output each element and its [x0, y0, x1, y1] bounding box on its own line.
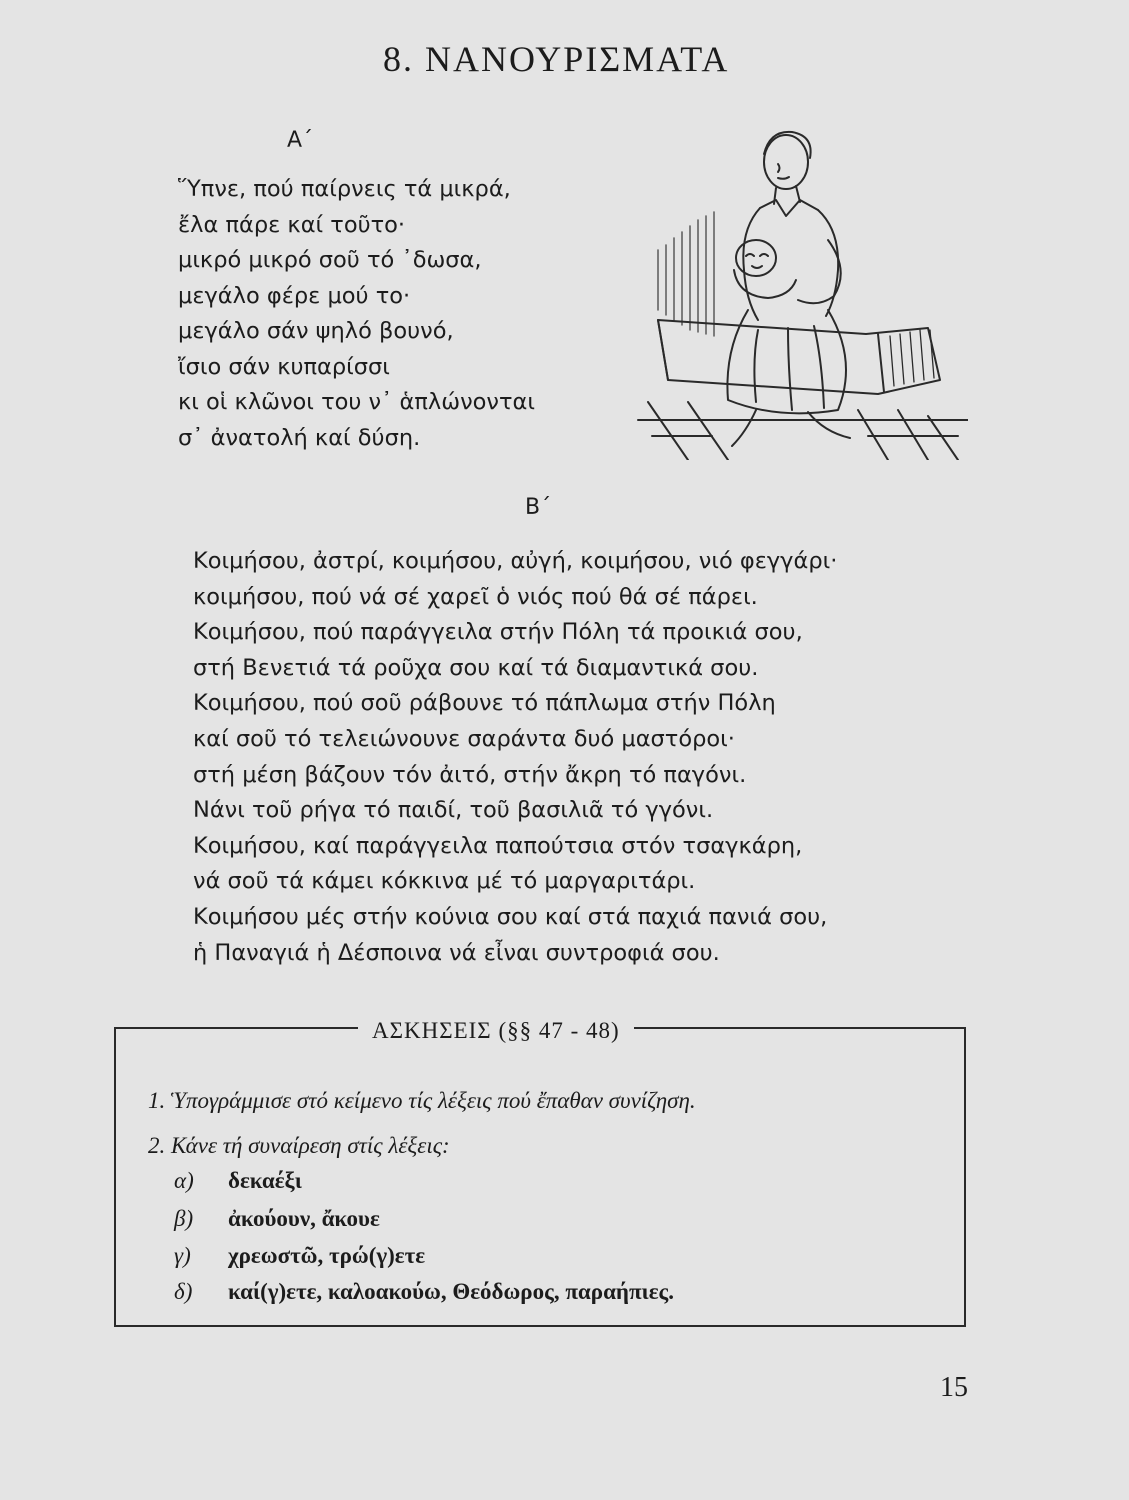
exercise-item [174, 1279, 674, 1305]
poem-b-line: στή μέση βάζουν τόν ἀιτό, στήν ἄκρη τό παγόνι. [193, 761, 747, 788]
poem-b-line: Νάνι τοῦ ρήγα τό παιδί, τοῦ βασιλιᾶ τό γγόνι. [193, 797, 714, 824]
exercise-item [174, 1206, 380, 1232]
poem-a-line: ἔλα πάρε καί τοῦτο· [178, 211, 406, 238]
exercise-item-words: χρεωστῶ, τρώ(γ)ετε [228, 1243, 426, 1268]
exercise-item-words: δεκαέξι [228, 1168, 302, 1193]
exercise-task-2: 2. Κάνε τή συναίρεση στίς λέξεις: [148, 1133, 450, 1158]
poem-a-line: σ᾽ ἀνατολή καί δύση. [178, 424, 421, 451]
page-number: 15 [940, 1372, 968, 1403]
exercise-task-1: 1. Ὑπογράμμισε στό κείμενο τίς λέξεις πού ἔπαθαν συνίζηση. [148, 1088, 696, 1113]
poem-b-line: Κοιμήσου, καί παράγγειλα παπούτσια στόν τσαγκάρη, [193, 832, 803, 859]
exercise-item-label: δ) [174, 1279, 193, 1304]
exercise-title: ΑΣΚΗΣΕΙΣ (§§ 47 - 48) [358, 1018, 634, 1044]
poem-a-line: μικρό μικρό σοῦ τό ᾽δωσα, [178, 247, 482, 273]
exercise-item-label: β) [174, 1206, 194, 1231]
poem-b-line: Κοιμήσου, πού σοῦ ράβουνε τό πάπλωμα στήν Πόλη [193, 690, 776, 717]
poem-b-line: Κοιμήσου, πού παράγγειλα στήν Πόλη τά προικιά σου, [193, 619, 803, 646]
mother-with-baby-illustration [628, 120, 968, 460]
poem-b-line: κοιμήσου, πού νά σέ χαρεῖ ὁ νιός πού θά σέ πάρει. [193, 583, 758, 610]
poem-a-line: μεγάλο σάν ψηλό βουνό, [178, 318, 454, 344]
poem-a-line: κι οἱ κλῶνοι του ν᾽ ἁπλώνονται [178, 389, 535, 415]
exercise-item-words: ἀκούουν, ἄκουε [228, 1206, 380, 1231]
exercise-item-label: α) [174, 1168, 194, 1193]
poem-b-line: Κοιμήσου μές στήν κούνια σου καί στά παχιά πανιά σου, [193, 903, 828, 930]
exercise-item [174, 1168, 302, 1194]
poem-b-line: Κοιμήσου, ἀστρί, κοιμήσου, αὐγή, κοιμήσου, νιό φεγγάρι· [193, 548, 838, 574]
poem-b-line: καί σοῦ τό τελειώνουνε σαράντα δυό μαστόροι· [193, 725, 735, 752]
exercise-item-words: καί(γ)ετε, καλοακούω, Θεόδωρος, παραήπιες. [228, 1279, 674, 1304]
poem-b [193, 544, 837, 971]
poem-a-line: μεγάλο φέρε μού το· [178, 282, 411, 309]
poem-b-line: στή Βενετιά τά ροῦχα σου καί τά διαμαντικά σου. [193, 654, 759, 681]
poem-b-line: νά σοῦ τά κάμει κόκκινα μέ τό μαργαριτάρι. [193, 868, 696, 895]
section-a-heading: Α΄ [287, 128, 314, 153]
poem-a-line: Ὕπνε, πού παίρνεις τά μικρά, [178, 176, 511, 202]
exercise-item [174, 1243, 425, 1269]
poem-a-line: ἴσιο σάν κυπαρίσσι [178, 353, 390, 380]
poem-a [178, 172, 535, 456]
section-b-heading: Β΄ [525, 495, 552, 520]
page-title: 8. ΝΑΝΟΥΡΙΣΜΑΤΑ [383, 39, 730, 79]
exercise-item-label: γ) [174, 1243, 191, 1268]
poem-b-line: ἡ Παναγιά ἡ Δέσποινα νά εἶναι συντροφιά σου. [193, 939, 720, 966]
